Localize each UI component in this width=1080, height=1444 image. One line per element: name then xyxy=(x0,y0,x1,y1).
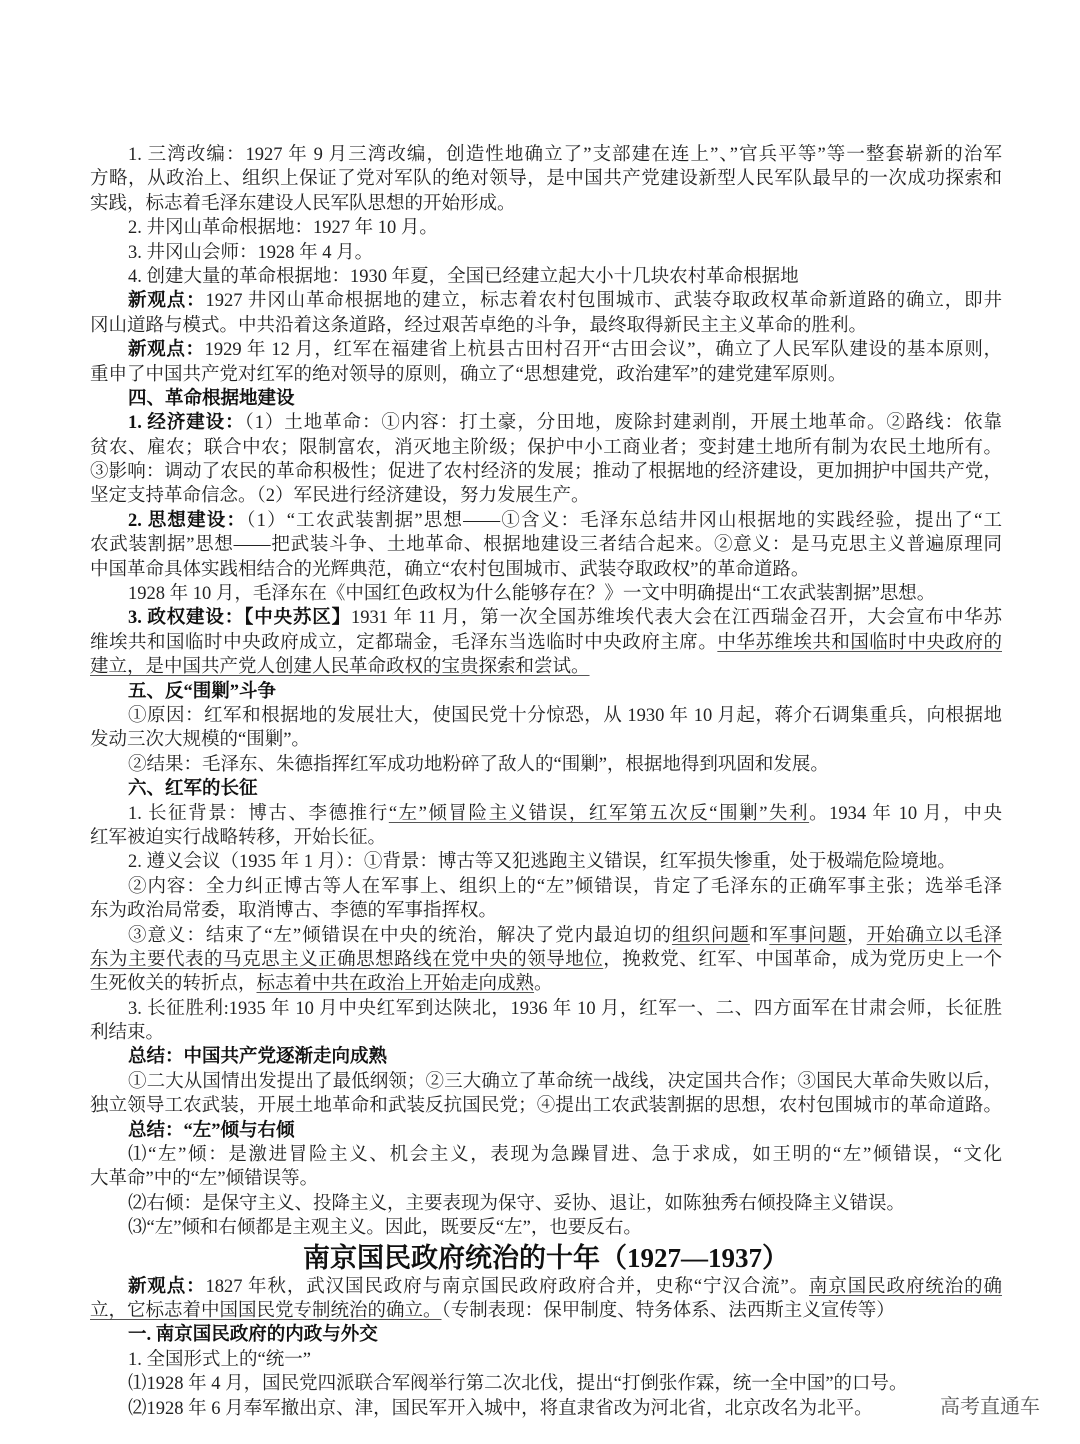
text-segment: 方略，从政治上、组织上保证了党对军队的绝对领导，是中国共产党建设新型人民军队最早的一次成功探索和 xyxy=(90,169,1002,190)
bold-text: 四、革命根据地建设 xyxy=(128,388,295,409)
bold-text: 南京国民政府统治的十年（1927—1937） xyxy=(303,1242,789,1273)
text-line xyxy=(90,1021,1002,1045)
text-line xyxy=(90,704,1002,728)
bold-text: 新观点： xyxy=(128,1276,206,1297)
text-line xyxy=(90,460,1002,484)
text-line xyxy=(90,558,1002,582)
text-line xyxy=(90,802,1002,826)
text-line xyxy=(90,216,1002,240)
text-segment: ，挽救党、红军、中国革命，成为党历史上一个 xyxy=(603,949,1002,970)
text-segment: ③意义：结束了“左”倾错误在中央的统治，解决了党内最迫切的 xyxy=(128,925,672,946)
text-segment: ①原因：红军和根据地的发展壮大，使国民党十分惊恐，从 1930 年 10 月起，蒋介石调集重兵，向根据地 xyxy=(128,705,1002,726)
text-line xyxy=(90,728,1002,752)
text-line xyxy=(90,484,1002,508)
text-segment: 红军被迫实行战略转移，开始长征。 xyxy=(90,827,387,848)
section-title xyxy=(90,1241,1002,1275)
text-segment: 发动三次大规模的“围剿”。 xyxy=(90,730,310,751)
text-segment: 。1934 年 10 月，中央 xyxy=(809,803,1002,824)
text-segment: 中国革命具体实践相结合的光辉典范，确立“农村包围城市、武装夺取政权”的革命道路。 xyxy=(90,559,810,580)
text-segment: ⑴1928 年 4 月，国民党四派联合军阀举行第二次北伐，提出“打倒张作霖，统一全中国”的口号。 xyxy=(128,1374,908,1395)
text-segment: 1928 年 10 月，毛泽东在《中国红色政权为什么能够存在？》一文中明确提出“工农武装割据”思想。 xyxy=(128,584,936,605)
bold-text: 六、红军的长征 xyxy=(128,779,258,800)
text-line xyxy=(90,972,1002,996)
bold-text: 新观点： xyxy=(128,340,205,361)
text-line xyxy=(90,289,1002,313)
underlined-text: 开始确立以毛泽 xyxy=(866,925,1002,946)
text-segment: 1. 全国形式上的“统一” xyxy=(128,1349,311,1370)
bold-text: 新观点： xyxy=(128,291,206,312)
text-segment: （1）土地革命：①内容：打土豪，分田地，废除封建剥削，开展土地革命。②路线：依靠 xyxy=(244,413,1002,434)
text-segment: 1827 年秋，武汉国民政府与南京国民政府政府合并，史称“宁汉合流”。 xyxy=(205,1276,810,1297)
text-segment: 和 xyxy=(749,925,770,946)
text-line xyxy=(90,1119,1002,1143)
text-line xyxy=(90,875,1002,899)
text-line xyxy=(90,631,1002,655)
text-segment: 3. 井冈山会师：1928 年 4 月。 xyxy=(128,242,374,263)
underlined-text: 立，它标志着中国国民党专制统治的确立。 xyxy=(90,1300,442,1321)
underlined-text: 组织问题 xyxy=(671,925,750,946)
text-line xyxy=(90,1070,1002,1094)
text-segment: 1931 年 11 月，第一次全国苏维埃代表大会在江西瑞金召开，大会宣布中华苏 xyxy=(351,608,1002,629)
text-line xyxy=(90,363,1002,387)
text-line xyxy=(90,1397,1002,1421)
bold-text: 总结：中国共产党逐渐走向成熟 xyxy=(128,1047,388,1068)
text-segment: 冈山道路与模式。中共沿着这条道路，经过艰苦卓绝的斗争，最终取得新民主主义革命的胜利。 xyxy=(90,315,868,336)
bold-text: 五、反“围剿”斗争 xyxy=(128,681,277,702)
text-segment: 4. 创建大量的革命根据地：1930 年夏，全国已经建立起大小十几块农村革命根据地 xyxy=(128,266,799,287)
text-segment: 1927 井冈山革命根据地的建立，标志着农村包围城市、武装夺取政权革命新道路的确立，即井 xyxy=(205,291,1002,312)
underlined-text: 军事问题 xyxy=(769,925,848,946)
text-line xyxy=(90,1094,1002,1118)
text-segment: ③影响：调动了农民的革命积极性；促进了农村经济的发展；推动了根据地的经济建设，更加拥护中国共产党， xyxy=(90,462,1002,483)
text-segment: 独立领导工农武装，开展土地革命和武装反抗国民党；④提出工农武装割据的思想，农村包围城市的革命道路。 xyxy=(90,1096,1002,1117)
text-segment: 坚定支持革命信念。（2）军民进行经济建设，努力发展生产。 xyxy=(90,486,590,507)
bold-text: 1. 经济建设： xyxy=(128,413,245,434)
text-line xyxy=(90,1167,1002,1191)
text-line xyxy=(90,826,1002,850)
text-line xyxy=(90,850,1002,874)
text-line xyxy=(90,265,1002,289)
text-line xyxy=(90,606,1002,630)
text-line xyxy=(90,241,1002,265)
text-segment: 1. 三湾改编：1927 年 9 月三湾改编，创造性地确立了”支部建在连上”、”官兵平等”等一整套崭新的治军 xyxy=(128,145,1002,165)
text-line xyxy=(90,997,1002,1021)
bold-text: 总结：“左”倾与右倾 xyxy=(128,1120,295,1141)
text-line xyxy=(90,533,1002,557)
text-segment: 3. 长征胜利:1935 年 10 月中央红军到达陕北，1936 年 10 月，红军一、二、四方面军在甘肃会师，长征胜 xyxy=(128,998,1002,1019)
text-line xyxy=(90,777,1002,801)
text-line xyxy=(90,1323,1002,1347)
underlined-text: “左”倾冒险主义错误，红军第五次反“围剿”失利 xyxy=(388,803,810,824)
text-line xyxy=(90,1299,1002,1323)
bold-text: 一. 南京国民政府的内政与外交 xyxy=(128,1325,378,1346)
document-body xyxy=(90,143,1002,1421)
text-segment: 2. 遵义会议（1935 年 1 月）：①背景：博古等又犯逃跑主义错误，红军损失惨重，处于极端危险境地。 xyxy=(128,852,956,873)
text-line xyxy=(90,192,1002,216)
text-segment: （1）“工农武装割据”思想——①含义：毛泽东总结井冈山根据地的实践经验，提出了“工 xyxy=(246,510,1002,531)
text-segment: 实践，标志着毛泽东建设人民军队思想的开始形成。 xyxy=(90,193,516,214)
text-line xyxy=(90,1348,1002,1372)
text-line xyxy=(90,436,1002,460)
text-line xyxy=(90,655,1002,679)
text-line xyxy=(90,314,1002,338)
text-line xyxy=(90,143,1002,167)
text-segment: ②内容：全力纠正博古等人在军事上、组织上的“左”倾错误，肯定了毛泽东的正确军事主张；选举毛泽 xyxy=(128,876,1002,897)
text-segment: 2. 井冈山革命根据地：1927 年 10 月。 xyxy=(128,218,438,239)
text-segment: ①二大从国情出发提出了最低纲领；②三大确立了革命统一战线，决定国共合作；③国民大革命失败以后， xyxy=(128,1071,1002,1092)
text-segment: 生死攸关的转折点， xyxy=(90,974,257,995)
text-line xyxy=(90,1275,1002,1299)
text-segment: 1. 长征背景：博古、李德推行 xyxy=(128,803,389,824)
underlined-text: 标志着中共在政治上开始走向成熟 xyxy=(256,974,535,995)
text-segment: 1929 年 12 月，红军在福建省上杭县古田村召开“古田会议”，确立了人民军队建设的基本原则， xyxy=(204,340,1002,361)
text-line xyxy=(90,1045,1002,1069)
underlined-text: 南京国民政府统治的确 xyxy=(809,1276,1002,1297)
underlined-text: 建立，是中国共产党人创建人民革命政权的宝贵探索和尝试。 xyxy=(90,657,590,678)
text-segment: ②结果：毛泽东、朱德指挥红军成功地粉碎了敌人的“围剿”，根据地得到巩固和发展。 xyxy=(128,754,829,775)
text-line xyxy=(90,509,1002,533)
text-segment: ⑵1928 年 6 月奉军撤出京、津，国民军开入城中，将直隶省改为河北省，北京改名为北平。 xyxy=(128,1398,873,1419)
text-segment: 维埃共和国临时中央政府成立，定都瑞金，毛泽东当选临时中央政府主席。 xyxy=(90,632,718,653)
text-line xyxy=(90,899,1002,923)
text-line xyxy=(90,1192,1002,1216)
text-line xyxy=(90,411,1002,435)
text-line xyxy=(90,948,1002,972)
underlined-text: 东为主要代表的马克思主义正确思想路线在党中央的领导地位 xyxy=(90,949,604,970)
text-segment: 大革命”中的“左”倾错误等。 xyxy=(90,1169,319,1190)
text-segment: 。 xyxy=(534,974,553,995)
text-segment: ⑴“左”倾：是激进冒险主义、机会主义，表现为急躁冒进、急于求成，如王明的“左”倾错误，“文化 xyxy=(128,1145,1002,1166)
text-line xyxy=(90,1372,1002,1396)
text-segment: ， xyxy=(847,925,867,946)
text-segment: ⑵右倾：是保守主义、投降主义，主要表现为保守、妥协、退让，如陈独秀右倾投降主义错误。 xyxy=(128,1193,906,1214)
text-line xyxy=(90,338,1002,362)
text-line xyxy=(90,387,1002,411)
text-segment: 重申了中国共产党对红军的绝对领导的原则，确立了“思想建党，政治建军”的建党建军原则。 xyxy=(90,364,847,385)
text-segment: 利结束。 xyxy=(90,1023,165,1044)
text-line xyxy=(90,1216,1002,1240)
text-segment: 农武装割据”思想——把武装斗争、土地革命、根据地建设三者结合起来。②意义：是马克思主义普遍原理同 xyxy=(90,535,1002,556)
text-line xyxy=(90,582,1002,606)
underlined-text: 中华苏维埃共和国临时中央政府的 xyxy=(717,632,1002,653)
bold-text: 3. 政权建设：【中央苏区】 xyxy=(128,608,351,629)
bold-text: 2. 思想建设： xyxy=(128,510,247,531)
text-segment: 贫农、雇农；联合中农；限制富农，消灭地主阶级；保护中小工商业者；变封建土地所有制为农民土地所有。 xyxy=(90,437,1002,458)
text-segment: （专制表现：保甲制度、特务体系、法西斯主义宣传等） xyxy=(441,1300,895,1321)
text-line xyxy=(90,167,1002,191)
text-line xyxy=(90,753,1002,777)
text-segment: ⑶“左”倾和右倾都是主观主义。因此，既要反“左”，也要反右。 xyxy=(128,1218,642,1239)
text-segment: 东为政治局常委，取消博古、李德的军事指挥权。 xyxy=(90,901,498,922)
watermark: 高考直通车 xyxy=(940,1394,1040,1418)
text-line xyxy=(90,680,1002,704)
text-line xyxy=(90,1143,1002,1167)
text-line xyxy=(90,924,1002,948)
